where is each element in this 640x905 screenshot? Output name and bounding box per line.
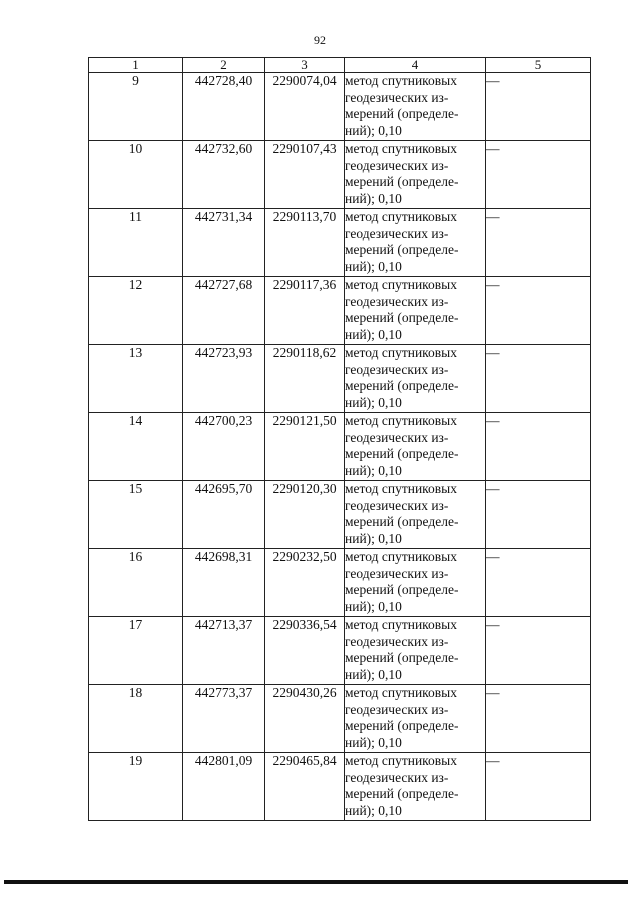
point-number: 17	[89, 617, 183, 685]
method-line: геодезических из-	[345, 565, 449, 581]
footer-rule	[4, 880, 628, 884]
table-row	[89, 481, 591, 549]
point-number: 12	[89, 277, 183, 345]
method-line: мерений (определе-	[345, 242, 459, 257]
coordinates-table	[88, 57, 591, 821]
page-number: 92	[314, 33, 326, 47]
method-line: метод спутниковых	[345, 141, 457, 156]
table-row	[89, 549, 591, 617]
method-line: ний); 0,10	[345, 326, 402, 342]
determination-method	[345, 277, 486, 345]
description-dash: —	[486, 73, 591, 141]
method-line: метод спутниковых	[345, 481, 457, 496]
coordinate-x: 442700,23	[183, 413, 265, 481]
method-line: геодезических из-	[345, 293, 449, 309]
point-number: 9	[89, 73, 183, 141]
table-row	[89, 141, 591, 209]
method-line: ний); 0,10	[345, 394, 402, 410]
method-line: мерений (определе-	[345, 514, 459, 529]
description-dash: —	[486, 685, 591, 753]
description-dash: —	[486, 277, 591, 345]
determination-method	[345, 413, 486, 481]
header-col-5: 5	[486, 58, 591, 73]
determination-method	[345, 685, 486, 753]
table-row	[89, 753, 591, 821]
method-line: мерений (определе-	[345, 446, 459, 461]
method-line: геодезических из-	[345, 769, 449, 785]
point-number: 16	[89, 549, 183, 617]
method-line: ний); 0,10	[345, 598, 402, 614]
coordinate-x: 442695,70	[183, 481, 265, 549]
point-number: 11	[89, 209, 183, 277]
method-line: мерений (определе-	[345, 582, 459, 597]
method-line: геодезических из-	[345, 157, 449, 173]
description-dash: —	[486, 549, 591, 617]
method-line: мерений (определе-	[345, 378, 459, 393]
method-line: метод спутниковых	[345, 209, 457, 224]
determination-method	[345, 549, 486, 617]
point-number: 15	[89, 481, 183, 549]
point-number: 10	[89, 141, 183, 209]
method-line: метод спутниковых	[345, 413, 457, 428]
method-line: геодезических из-	[345, 497, 449, 513]
method-line: ний); 0,10	[345, 802, 402, 818]
coordinate-y: 2290465,84	[265, 753, 345, 821]
point-number: 13	[89, 345, 183, 413]
method-line: геодезических из-	[345, 633, 449, 649]
description-dash: —	[486, 209, 591, 277]
point-number: 14	[89, 413, 183, 481]
coordinate-y: 2290118,62	[265, 345, 345, 413]
coordinate-y: 2290121,50	[265, 413, 345, 481]
description-dash: —	[486, 617, 591, 685]
coordinate-y: 2290074,04	[265, 73, 345, 141]
method-line: метод спутниковых	[345, 277, 457, 292]
header-col-3: 3	[265, 58, 345, 73]
table-row	[89, 413, 591, 481]
coordinate-y: 2290336,54	[265, 617, 345, 685]
table-row	[89, 209, 591, 277]
method-line: мерений (определе-	[345, 786, 459, 801]
header-col-4: 4	[345, 58, 486, 73]
method-line: геодезических из-	[345, 89, 449, 105]
method-line: мерений (определе-	[345, 106, 459, 121]
header-col-1: 1	[89, 58, 183, 73]
coordinate-y: 2290120,30	[265, 481, 345, 549]
determination-method	[345, 617, 486, 685]
coordinate-x: 442731,34	[183, 209, 265, 277]
method-line: геодезических из-	[345, 361, 449, 377]
method-line: мерений (определе-	[345, 174, 459, 189]
method-line: метод спутниковых	[345, 753, 457, 768]
coordinate-y: 2290107,43	[265, 141, 345, 209]
coordinate-x: 442713,37	[183, 617, 265, 685]
description-dash: —	[486, 481, 591, 549]
method-line: метод спутниковых	[345, 617, 457, 632]
method-line: метод спутниковых	[345, 549, 457, 564]
method-line: мерений (определе-	[345, 310, 459, 325]
method-line: метод спутниковых	[345, 73, 457, 88]
method-line: ний); 0,10	[345, 258, 402, 274]
coordinate-y: 2290113,70	[265, 209, 345, 277]
table-row	[89, 277, 591, 345]
table-row	[89, 617, 591, 685]
coordinate-x: 442732,60	[183, 141, 265, 209]
method-line: ний); 0,10	[345, 122, 402, 138]
method-line: метод спутниковых	[345, 685, 457, 700]
method-line: метод спутниковых	[345, 345, 457, 360]
determination-method	[345, 73, 486, 141]
method-line: геодезических из-	[345, 429, 449, 445]
header-row	[89, 58, 591, 73]
coordinate-x: 442698,31	[183, 549, 265, 617]
coordinate-x: 442773,37	[183, 685, 265, 753]
description-dash: —	[486, 753, 591, 821]
method-line: геодезических из-	[345, 701, 449, 717]
method-line: ний); 0,10	[345, 190, 402, 206]
coordinate-x: 442727,68	[183, 277, 265, 345]
table-body	[89, 73, 591, 821]
determination-method	[345, 481, 486, 549]
determination-method	[345, 345, 486, 413]
header-col-2: 2	[183, 58, 265, 73]
coordinate-x: 442723,93	[183, 345, 265, 413]
coordinate-x: 442801,09	[183, 753, 265, 821]
method-line: мерений (определе-	[345, 650, 459, 665]
method-line: ний); 0,10	[345, 462, 402, 478]
coordinate-y: 2290117,36	[265, 277, 345, 345]
point-number: 18	[89, 685, 183, 753]
description-dash: —	[486, 413, 591, 481]
table-row	[89, 685, 591, 753]
method-line: ний); 0,10	[345, 530, 402, 546]
method-line: ний); 0,10	[345, 734, 402, 750]
method-line: мерений (определе-	[345, 718, 459, 733]
coordinate-y: 2290232,50	[265, 549, 345, 617]
coordinate-y: 2290430,26	[265, 685, 345, 753]
description-dash: —	[486, 141, 591, 209]
determination-method	[345, 753, 486, 821]
method-line: ний); 0,10	[345, 666, 402, 682]
method-line: геодезических из-	[345, 225, 449, 241]
determination-method	[345, 209, 486, 277]
determination-method	[345, 141, 486, 209]
table-row	[89, 345, 591, 413]
coordinate-x: 442728,40	[183, 73, 265, 141]
point-number: 19	[89, 753, 183, 821]
table-row	[89, 73, 591, 141]
description-dash: —	[486, 345, 591, 413]
table-header	[89, 58, 591, 73]
